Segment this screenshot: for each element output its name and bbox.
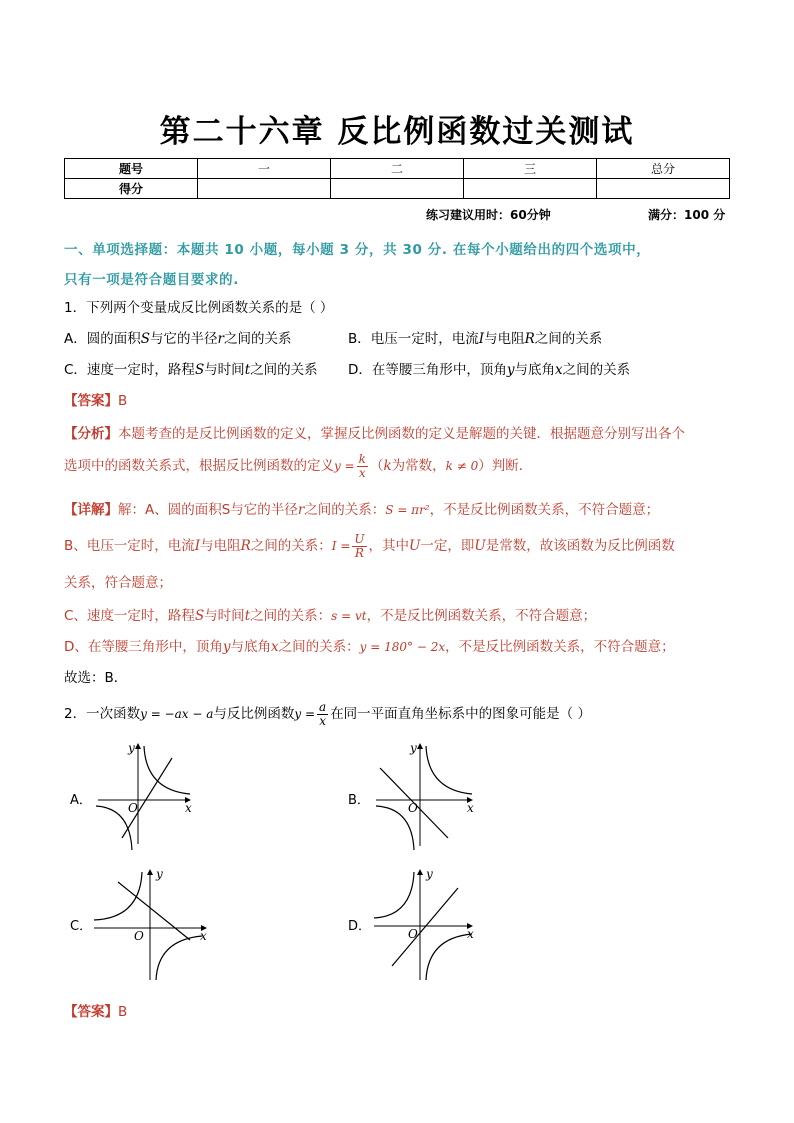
var-y: y — [222, 639, 231, 655]
x-axis-label: x — [200, 929, 207, 943]
text: 与底角 — [514, 362, 556, 378]
var-x: x — [271, 639, 279, 655]
text: 为常数， — [391, 458, 446, 475]
x-axis-label: x — [467, 801, 474, 815]
text: 之间的关系 — [534, 331, 603, 347]
var-r: r — [217, 331, 224, 347]
q1-option-b[interactable] — [348, 327, 602, 347]
text: C．速度一定时，路程 — [64, 362, 195, 378]
text: 之间的关系 — [223, 331, 292, 347]
analysis-tag: 【分析】 — [64, 426, 118, 442]
denominator: x — [319, 713, 326, 728]
denominator: R — [354, 545, 364, 560]
numerator: a — [319, 700, 327, 714]
hyperbola-branch — [144, 746, 190, 794]
fraction-u-over-r — [352, 533, 366, 559]
text: 在同一平面直角坐标系中的图象可能是（ ） — [330, 706, 591, 723]
text: D．在等腰三角形中，顶角 — [348, 362, 507, 378]
score-input-cell[interactable] — [198, 179, 331, 199]
q1-conclusion: 故选：B． — [64, 670, 128, 686]
text: ）判断． — [478, 458, 533, 475]
text: 与电阻 — [200, 538, 241, 555]
var-t: t — [244, 362, 251, 378]
var-u: U — [409, 538, 421, 555]
q1-answer — [64, 389, 127, 409]
q1-analysis-line2 — [64, 453, 532, 479]
formula: y = — [334, 459, 355, 474]
hyperbola-branch — [156, 936, 202, 980]
q2-option-d-graph[interactable] — [372, 868, 482, 983]
score-input-cell[interactable] — [331, 179, 464, 199]
text: 之间的关系： — [304, 502, 386, 518]
text: 与底角 — [230, 639, 272, 655]
score-table-cell: 得分 — [65, 179, 198, 199]
text: B．电压一定时，电流 — [348, 331, 479, 347]
text: A．圆的面积 — [64, 331, 141, 347]
q1-option-d[interactable] — [348, 358, 630, 378]
q2-option-a-label[interactable]: A． — [70, 793, 92, 808]
var-x: x — [555, 362, 563, 378]
text: 与电阻 — [484, 331, 525, 347]
linear-line — [118, 882, 190, 940]
var-k: k — [383, 458, 392, 475]
text: 之间的关系： — [278, 639, 360, 655]
text: 之间的关系： — [250, 538, 332, 555]
question-2-stem — [64, 701, 591, 727]
text: ，不是反比例函数关系，不符合题意； — [366, 608, 597, 624]
numerator: U — [354, 532, 365, 546]
y-axis-label: y — [410, 741, 417, 755]
x-axis-label: x — [185, 801, 192, 815]
section-heading-cont: 只有一项是符合题目要求的. — [64, 272, 239, 288]
origin-label: O — [408, 927, 418, 941]
q2-option-c-label[interactable]: C． — [70, 919, 93, 934]
text: 之间的关系 — [562, 362, 631, 378]
text: 与反比例函数 — [213, 706, 295, 723]
score-table-score-row — [65, 179, 730, 199]
score-input-cell[interactable] — [464, 179, 597, 199]
score-table-cell: 三 — [464, 159, 597, 179]
q2-option-d-label[interactable]: D． — [348, 919, 372, 934]
q1-detail-a — [64, 498, 659, 518]
q1-detail-b — [64, 533, 675, 559]
answer-value: B — [118, 393, 128, 409]
text: ，不是反比例函数关系，不符合题意； — [429, 502, 660, 518]
text: 与时间 — [204, 362, 245, 378]
answer-tag: 【答案】 — [64, 393, 118, 409]
q1-option-a[interactable] — [64, 327, 291, 347]
origin-label: O — [128, 801, 138, 815]
section-heading: 一、单项选择题：本题共 10 小题，每小题 3 分，共 30 分. 在每个小题给出的四个选项中， — [64, 242, 651, 258]
var-r-upper: R — [240, 538, 251, 555]
hyperbola-branch — [374, 872, 414, 918]
text: （ — [369, 458, 384, 475]
score-table-cell: 一 — [198, 159, 331, 179]
var-s: S — [140, 331, 150, 347]
q2-answer — [64, 1000, 127, 1020]
text: ，其中 — [368, 538, 410, 555]
text: 之间的关系： — [250, 608, 332, 624]
q1-detail-d — [64, 635, 675, 655]
q2-option-a-graph[interactable] — [90, 742, 200, 852]
y-axis-label: y — [128, 741, 135, 755]
var-i: I — [478, 331, 485, 347]
text: 解：A、圆的面积S与它的半径 — [118, 502, 298, 518]
formula: y = 180° − 2x — [359, 640, 446, 654]
var-i: I — [194, 538, 201, 555]
var-r: r — [297, 502, 305, 518]
page-title: 第二十六章 反比例函数过关测试 — [159, 114, 635, 150]
var-s: S — [194, 362, 205, 378]
text: 选项中的函数关系式，根据反比例函数的定义 — [64, 458, 334, 475]
q1-option-c[interactable] — [64, 358, 318, 378]
score-input-cell[interactable] — [597, 179, 730, 199]
text: ，不是反比例函数关系，不符合题意； — [445, 639, 675, 655]
score-table-header-row — [65, 159, 730, 179]
text: 与时间 — [204, 608, 245, 624]
hyperbola-branch — [426, 934, 472, 980]
score-table-cell: 二 — [331, 159, 464, 179]
formula: s = vt — [331, 609, 367, 623]
text: B、电压一定时，电流 — [64, 538, 195, 555]
linear-line — [392, 888, 458, 966]
text: C、速度一定时，路程 — [64, 608, 195, 624]
q1-analysis-line1 — [64, 422, 685, 442]
y-axis-label: y — [426, 867, 433, 881]
q2-option-c-graph[interactable] — [92, 868, 212, 983]
score-table-cell: 题号 — [65, 159, 198, 179]
text: 本题考查的是反比例函数的定义，掌握反比例函数的定义是解题的关键．根据题意分别写出各个 — [118, 426, 685, 442]
var-t: t — [244, 608, 251, 624]
var-y: y — [506, 362, 515, 378]
full-score: 满分：100 分 — [648, 208, 726, 222]
question-1-stem: 1．下列两个变量成反比例函数关系的是（ ） — [64, 300, 334, 316]
formula-linear: y = −ax − a — [140, 707, 214, 722]
formula: y = — [294, 707, 316, 722]
text: 一定，即 — [420, 538, 475, 555]
var-s: S — [194, 608, 205, 624]
q2-option-b-label[interactable]: B． — [348, 793, 370, 808]
suggested-time: 练习建议用时：60分钟 — [426, 208, 551, 222]
answer-tag: 【答案】 — [64, 1004, 118, 1020]
text: 与它的半径 — [150, 331, 218, 347]
answer-value: B — [118, 1004, 128, 1020]
var-r-upper: R — [524, 331, 535, 347]
origin-label: O — [408, 801, 418, 815]
fraction-k-over-x — [357, 453, 368, 479]
denominator: x — [358, 465, 366, 480]
formula: k ≠ 0 — [445, 459, 479, 474]
hyperbola-branch — [96, 806, 132, 850]
q1-detail-c — [64, 604, 596, 624]
text: 是常数，故该函数为反比例函数 — [485, 538, 675, 555]
score-table-cell: 总分 — [597, 159, 730, 179]
q1-detail-b-cont: 关系，符合题意； — [64, 575, 172, 591]
formula: I = — [331, 539, 351, 554]
origin-label: O — [134, 929, 144, 943]
formula: S = πr² — [385, 503, 430, 517]
numerator: k — [358, 452, 366, 466]
fraction-a-over-x — [317, 701, 328, 727]
detail-tag: 【详解】 — [64, 502, 118, 518]
x-axis-label: x — [467, 927, 474, 941]
score-table — [64, 158, 730, 199]
var-u: U — [474, 538, 486, 555]
text: 2．一次函数 — [64, 706, 141, 723]
text: 之间的关系 — [250, 362, 318, 378]
linear-line — [122, 758, 172, 838]
q2-option-b-graph[interactable] — [372, 742, 482, 852]
text: D、在等腰三角形中，顶角 — [64, 639, 223, 655]
hyperbola-branch — [426, 746, 472, 794]
y-axis-label: y — [156, 867, 163, 881]
